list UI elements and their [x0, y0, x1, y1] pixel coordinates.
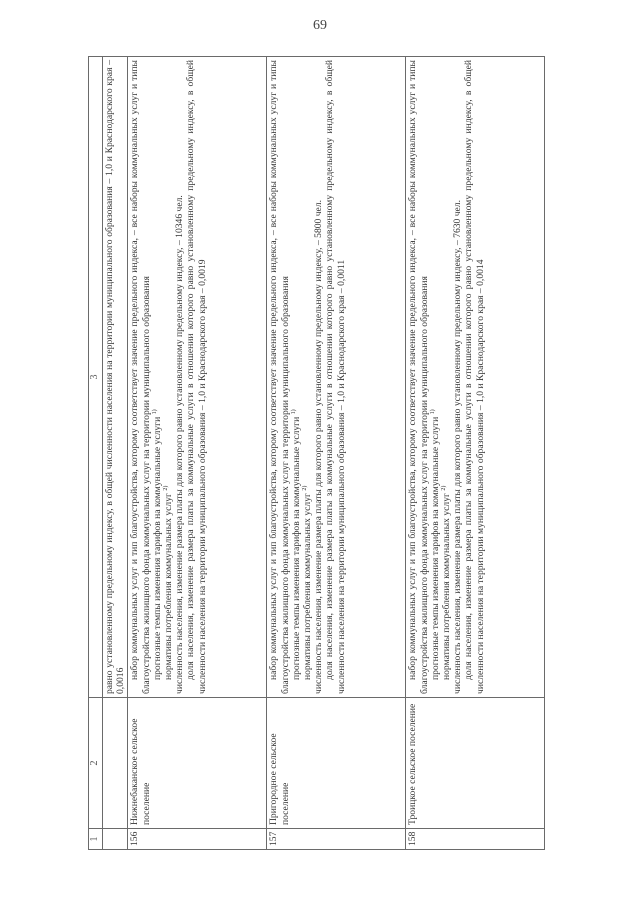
population-share-text: доля населения, изменение размера платы за коммунальные услуги в отношении которого равно установленному предельному индексу, в общей численности населения на территории муниципального образования – 1,0 и Краснодарского края – 0,0019	[185, 60, 208, 694]
row-number: 158	[406, 829, 545, 850]
page-number: 69	[313, 18, 327, 33]
service-set-text: набор коммунальных услуг и тип благоустройства, которому соответствует значение предельного индекса, – все наборы коммунальных услуг и типы благоустройства жилищного фонда коммунальных услуг на территории муниципального образования	[268, 60, 291, 694]
consumption-norms-text: нормативы потребления коммунальных услуг	[302, 493, 314, 680]
tariff-rates-text: прогнозные темпы изменения тарифов на коммунальные услуги	[151, 416, 163, 680]
footnote-ref: 1)	[429, 409, 436, 415]
row-number: 157	[267, 829, 406, 850]
footnote-ref: 2)	[441, 485, 448, 491]
table-row	[128, 57, 267, 850]
settlement-name: Пригородное сельское поселение	[267, 698, 406, 829]
header-col-1: 1	[89, 829, 103, 850]
tariff-rates-line	[152, 60, 163, 694]
population-share-text: доля населения, изменение размера платы за коммунальные услуги в отношении которого равно установленному предельному индексу, в общей численности населения на территории муниципального образования – 1,0 и Краснодарского края – 0,0014	[463, 60, 486, 694]
row-description	[406, 57, 545, 698]
footnote-ref: 2)	[302, 485, 309, 491]
footnote-ref: 1)	[290, 409, 297, 415]
header-col-2: 2	[89, 698, 103, 829]
tariff-table	[88, 56, 545, 850]
consumption-norms-line	[163, 60, 174, 694]
continuation-text: равно установленному предельному индексу, в общей численности населения на территории муниципального образования – 1,0 и Краснодарского края – 0,0016	[103, 57, 128, 698]
population-share-text: доля населения, изменение размера платы за коммунальные услуги в отношении которого равно установленному предельному индексу, в общей численности населения на территории муниципального образования – 1,0 и Краснодарского края – 0,0011	[324, 60, 347, 694]
settlement-name: Троицкое сельское поселение	[406, 698, 545, 829]
service-set-text: набор коммунальных услуг и тип благоустройства, которому соответствует значение предельного индекса, – все наборы коммунальных услуг и типы благоустройства жилищного фонда коммунальных услуг на территории муниципального образования	[407, 60, 430, 694]
consumption-norms-line	[302, 60, 313, 694]
consumption-norms-text: нормативы потребления коммунальных услуг	[163, 493, 175, 680]
tariff-rates-text: прогнозные темпы изменения тарифов на коммунальные услуги	[429, 416, 441, 680]
continuation-num	[103, 829, 128, 850]
table-header-row	[89, 57, 103, 850]
table-row	[267, 57, 406, 850]
continuation-name	[103, 698, 128, 829]
table-row	[406, 57, 545, 850]
row-number: 156	[128, 829, 267, 850]
rotated-table-container	[88, 60, 538, 850]
row-description	[267, 57, 406, 698]
population-text: численность населения, изменение размера платы для которого равно установленному предельному индексу, – 7630 чел.	[452, 200, 464, 694]
service-set-text: набор коммунальных услуг и тип благоустройства, которому соответствует значение предельного индекса, – все наборы коммунальных услуг и типы благоустройства жилищного фонда коммунальных услуг на территории муниципального образования	[129, 60, 152, 694]
consumption-norms-text: нормативы потребления коммунальных услуг	[441, 493, 453, 680]
tariff-rates-line	[291, 60, 302, 694]
settlement-name: Нижнебаканское сельское поселение	[128, 698, 267, 829]
row-description	[128, 57, 267, 698]
footnote-ref: 2)	[163, 485, 170, 491]
footnote-ref: 1)	[151, 409, 158, 415]
table-row-continuation	[103, 57, 128, 850]
population-text: численность населения, изменение размера платы для которого равно установленному предельному индексу, – 5800 чел.	[313, 200, 325, 694]
tariff-rates-line	[430, 60, 441, 694]
consumption-norms-line	[441, 60, 452, 694]
header-col-3: 3	[89, 57, 103, 698]
tariff-rates-text: прогнозные темпы изменения тарифов на коммунальные услуги	[290, 416, 302, 680]
population-text: численность населения, изменение размера платы для которого равно установленному предельному индексу, – 10346 чел.	[174, 195, 186, 694]
